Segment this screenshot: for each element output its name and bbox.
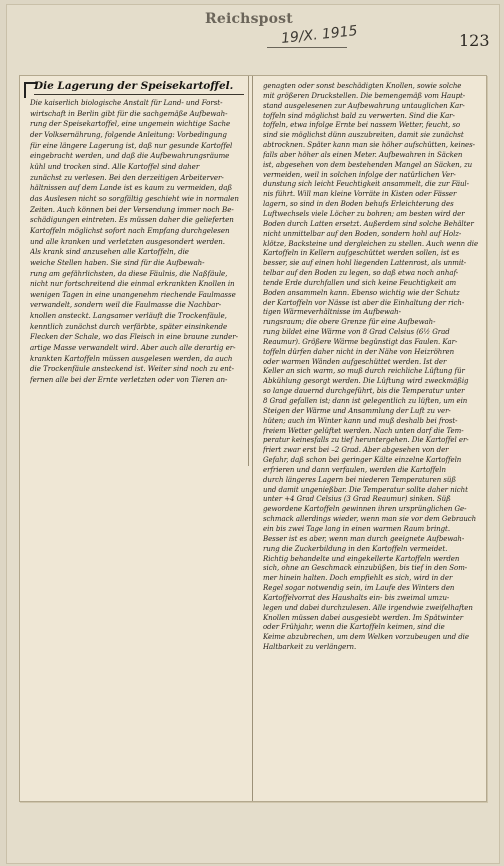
- text-line: abtrocknen. Später kann man sie höher aufschütten, keines-: [263, 141, 475, 150]
- text-line: und damit ungenießbar. Die Temperatur sollte daher nicht: [263, 485, 468, 494]
- text-line: genagten oder sonst beschädigten Knollen, sowie solche: [263, 82, 462, 90]
- text-line: Steigen der Wärme und Ansammlung der Luft zu ver-: [263, 406, 451, 415]
- text-line: fernen alle bei der Ernte verletzten oder von Tieren an-: [30, 375, 228, 385]
- text-line: knollen ansteckt. Langsamer verläuft die Trockenfäule,: [30, 311, 227, 321]
- text-line: wirtschaft in Berlin gibt für die sachgemäße Aufbewah-: [30, 108, 228, 118]
- newspaper-name-stamp: Reichspost: [205, 11, 293, 27]
- text-line: weiche Stellen haben. Sie sind für die Aufbewah-: [30, 257, 205, 267]
- text-line: tende Erde durchfallen und sich keine Feuchtigkeit am: [263, 278, 457, 287]
- page-number: 123: [459, 31, 490, 50]
- text-line: Kartoffeln möglichst sofort nach Empfang durchgelesen: [30, 225, 230, 235]
- text-line: kenntlich zunächst durch verfärbte, später einsinkende: [30, 321, 228, 331]
- text-line: der Volksernährung, folgende Anleitung: Vorbedingung: [30, 129, 227, 139]
- text-line: mit größeren Druckstellen. Die bemengemäß vom Haupt-: [263, 91, 466, 100]
- text-line: falls aber höher als einen Meter. Aufbewahren in Säcken: [263, 150, 463, 159]
- text-line: Zeiten. Auch können bei der Versendung immer noch Be-: [30, 204, 234, 214]
- text-line: nis führt. Will man kleine Vorräte in Kisten oder Fässer: [263, 190, 457, 199]
- text-line: Kartoffeln in Kellern aufgeschüttet werden sollen, ist es: [263, 249, 460, 258]
- text-line: Keime abzubrechen, um dem Welken vorzubeugen und die: [263, 633, 469, 642]
- text-line: rung am gefährlichsten, da diese Fäulnis, die Naßfäule,: [30, 268, 228, 278]
- text-line: mer hinein halten. Doch empfiehlt es sich, wird in der: [263, 574, 453, 583]
- text-line: nicht unmittelbar auf den Boden, sondern hohl auf Holz-: [263, 229, 462, 238]
- title-divider: [34, 94, 244, 95]
- text-line: hüten; auch im Winter kann und muß deshalb bei frost-: [263, 416, 458, 425]
- text-line: ein bis zwei Tage lang in einen warmen Raum bringt.: [263, 524, 450, 533]
- text-line: freiem Wetter gelüftet werden. Nach unten darf die Tem-: [263, 426, 464, 435]
- text-line: Kartoffelvorrat des Haushalts ein- bis zweimal umzu-: [263, 593, 450, 602]
- text-line: Abkühlung gesorgt werden. Die Lüftung wird zweckmäßig: [263, 377, 469, 386]
- text-line: die Trockenfäule ansteckend ist. Weiter sind noch zu ent-: [30, 364, 234, 374]
- text-line: unter +4 Grad Celsius (3 Grad Reaumur) sinken. Süß: [263, 495, 451, 504]
- article-title: Die Lagerung der Speisekartoffel.: [34, 80, 234, 92]
- text-line: Regel sogar notwendig sein, im Laufe des Winters den: [263, 584, 455, 593]
- text-line: schädigungen eintreten. Es müssen daher die gelieferten: [30, 215, 234, 225]
- text-line: Reaumur). Größere Wärme begünstigt das Faulen. Kar-: [263, 337, 458, 346]
- text-line: erfrieren und dann verfaulen, werden die Kartoffeln: [263, 465, 446, 474]
- text-line: rung der Speisekartoffel, eine ungemein wichtige Sache: [30, 119, 231, 129]
- text-line: tigen Wärmeverhältnisse im Aufbewah-: [263, 308, 401, 317]
- text-line: für eine längere Lagerung ist, daß nur gesunde Kartoffel: [30, 140, 233, 150]
- text-line: krankten Kartoffeln müssen ausgelesen werden, da auch: [30, 353, 233, 363]
- text-line: verwandelt, sondern weil die Faulmasse die Nachbar-: [30, 300, 222, 310]
- text-line: dunstung sich leicht Feuchtigkeit ansammelt, die zur Fäul-: [263, 180, 469, 189]
- text-line: hältnissen auf dem Lande ist es kaum zu vermeiden, daß: [30, 183, 233, 193]
- newspaper-clipping: [19, 75, 487, 802]
- text-line: wenigen Tagen in eine unangenehm riechende Faulmasse: [30, 289, 236, 299]
- text-line: artige Masse verwandelt wird. Aber auch alle derartig er-: [30, 343, 236, 353]
- text-line: Besser ist es aber, wenn man durch geeignete Aufbewah-: [263, 534, 465, 543]
- text-line: sich, ohne an Geschmack einzubüßen, bis tief in den Som-: [263, 564, 468, 573]
- text-line: eingebracht werden, und daß die Aufbewahrungsräume: [30, 151, 230, 161]
- text-line: lagern, so sind in den Boden behufs Erleichterung des: [263, 200, 454, 209]
- text-line: Die kaiserlich biologische Anstalt für Land- und Forst-: [30, 98, 223, 107]
- text-line: sind sie möglichst dünn auszubreiten, damit sie zunächst: [263, 131, 464, 140]
- text-line: zunächst zu verlesen. Bei den derzeitigen Arbeiterver-: [30, 172, 224, 182]
- text-line: Flecken der Schale, wo das Fleisch in eine braune zunder-: [30, 332, 238, 342]
- text-line: nicht nur fortschreitend die einmal erkrankten Knollen in: [30, 279, 235, 289]
- handwritten-date: 19/X. 1915: [280, 23, 359, 47]
- text-line: telbar auf den Boden zu legen, so daß etwa noch anhaf-: [263, 269, 459, 278]
- left-column-text: [30, 98, 244, 386]
- scrapbook-page: [6, 4, 500, 864]
- right-column: [252, 76, 487, 801]
- text-line: oder Frühjahr, wenn die Kartoffeln keimen, sind die: [263, 623, 445, 632]
- text-line: gewordene Kartoffeln gewinnen ihren ursprünglichen Ge-: [263, 505, 467, 514]
- text-line: toffeln sind möglichst bald zu verwerten. Sind die Kar-: [263, 111, 455, 120]
- date-underline: [267, 47, 347, 48]
- text-line: peratur keinesfalls zu tief heruntergehen. Die Kartoffel er-: [263, 436, 469, 445]
- text-line: toffeln, etwa infolge Ernte bei nassem Wetter, feucht, so: [263, 121, 461, 130]
- text-line: Haltbarkeit zu verlängern.: [263, 643, 357, 652]
- text-line: 8 Grad gefallen ist; dann ist gelegentlich zu lüften, um ein: [263, 397, 468, 405]
- text-line: Boden ansammeln kann. Ebenso wichtig wie der Schutz: [263, 288, 460, 297]
- text-line: so lange dauernd durchgeführt, bis die Temperatur unter: [263, 387, 465, 396]
- text-line: Als krank sind anzusehen alle Kartoffeln, die: [30, 247, 189, 257]
- left-column: [20, 76, 249, 466]
- text-line: stand ausgelesenen zur Aufbewahrung untauglichen Kar-: [263, 101, 465, 110]
- text-line: klötze, Backsteine und dergleichen zu stellen. Auch wenn die: [263, 239, 479, 248]
- text-line: Luftwechsels viele Löcher zu bohren; am besten wird der: [263, 209, 465, 218]
- text-line: kühl und trocken sind. Alle Kartoffel sind daher: [30, 161, 200, 171]
- text-line: durch längeres Lagern bei niederen Temperaturen süß: [263, 475, 457, 484]
- right-column-text: [263, 82, 481, 653]
- text-line: vermeiden, weil in solchen infolge der natürlichen Ver-: [263, 170, 456, 179]
- text-line: toffeln dürfen daher nicht in der Nähe von Heizröhren: [263, 347, 455, 356]
- text-line: Knollen müssen dabei ausgesiebt werden. Im Spätwinter: [263, 613, 463, 622]
- text-line: friert zwar erst bei –2 Grad. Aber abgesehen von der: [263, 446, 449, 455]
- text-line: ist, abgesehen von dem bestehenden Mangel an Säcken, zu: [263, 160, 473, 169]
- text-line: Keller an sich warm, so muß durch reichliche Lüftung für: [263, 367, 465, 376]
- text-line: der Kartoffeln vor Nässe ist aber die Einhaltung der rich-: [263, 298, 465, 307]
- text-line: Richtig behandelte und eingekellerte Kartoffeln werden: [263, 554, 460, 563]
- text-line: das Auslesen nicht so sorgfältig geschieht wie in normalen: [30, 193, 239, 203]
- text-line: Gefahr, daß schon bei geringer Kälte einzelne Kartoffeln: [263, 456, 462, 465]
- text-line: legen und dabei durchzulesen. Alle irgendwie zweifelhaften: [263, 603, 473, 612]
- text-line: rung bildet eine Wärme von 8 Grad Celsius (6½ Grad: [263, 328, 450, 337]
- text-line: rungsraum; die obere Grenze für eine Aufbewah-: [263, 318, 436, 327]
- text-line: schmack allerdings wieder, wenn man sie vor dem Gebrauch: [263, 515, 477, 524]
- text-line: Boden durch Latten ersetzt. Außerdem sind solche Behälter: [263, 219, 474, 228]
- text-line: rung die Zuckerbildung in den Kartoffeln vermeidet.: [263, 544, 448, 553]
- text-line: besser, sie auf einen hohl liegenden Lattenrost, als unmit-: [263, 259, 467, 268]
- text-line: oder warmen Wänden aufgeschüttet werden. Ist der: [263, 357, 447, 366]
- text-line: und alle kranken und verletzten ausgesondert werden.: [30, 236, 225, 246]
